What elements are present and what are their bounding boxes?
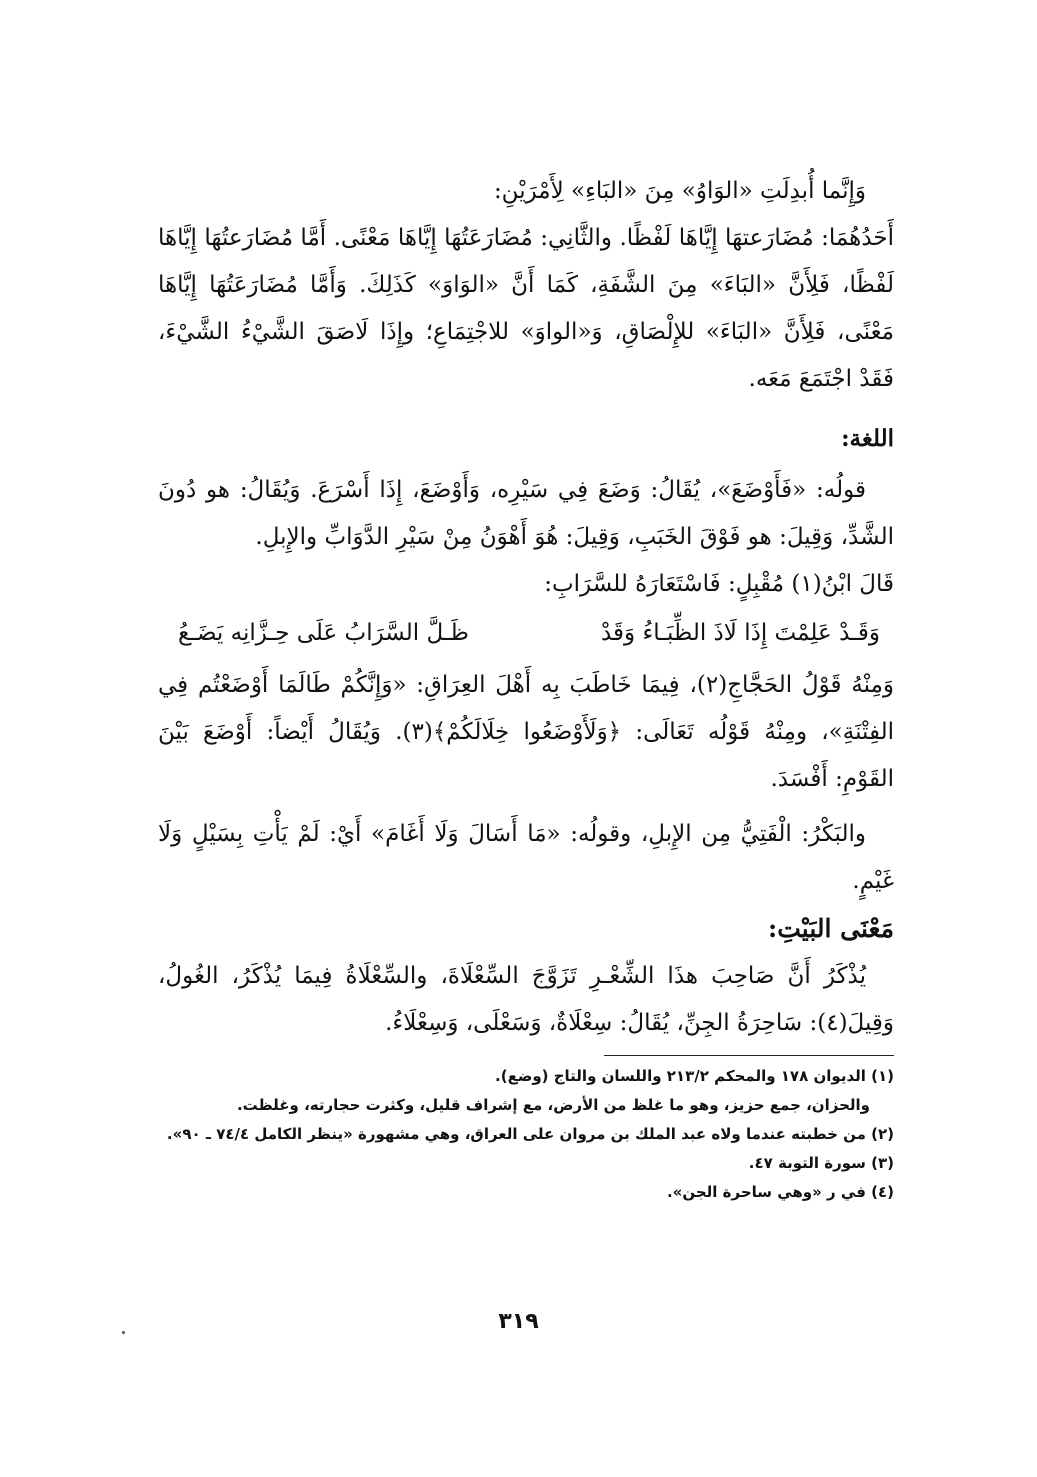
verse-second-hemistich: ظَـلَّ السَّرَابُ عَلَى حِـزَّانِه يَضَـعُ [178,620,469,646]
paragraph-bakr: والبَكْرُ: الْفَتِيُّ مِن الإِبلِ، وقولُه: «مَا أَسَالَ وَلَا أَغَامَ» أَيْ: لَمْ يَأْتِ بِسَيْلٍ وَلَا غَيْمٍ. [158,821,894,894]
verse-first-hemistich: وَقَـدْ عَلِمْتَ إِذَا لَاذَ الظِّبَـاءُ وَقَدْ [600,620,880,646]
footnote-1-continued: والحزان، جمع حزيز، وهو ما غلظ من الأرض، مع إشراف قليل، وكثرت حجارته، وغلظت. [236,1096,870,1114]
footnote-3: (٣) سورة التوبة ٤٧. [748,1154,894,1172]
footnote-1: (١) الديوان ١٧٨ والمحكم ٢١٣/٢ واللسان والتاج (وضع). [495,1067,894,1085]
footnote-divider [604,1055,894,1056]
page-body [158,168,894,1368]
paragraph-silat: يُذْكَرُ أَنَّ صَاحِبَ هذَا الشِّعْـرِ تَزَوَّجَ السِّعْلَاةَ، والسِّعْلَاةُ فِيمَا يُذْكَرُ، الغُولُ، وَقِيلَ(٤): سَاحِرَةُ الجِنِّ، يُقَالُ: سِعْلَاةٌ، وَسَعْلَى، وَسِعْلَاءُ. [158,963,894,1036]
poetry-verse [158,608,894,658]
footnote-2: (٢) من خطبته عندما ولاه عبد الملك بن مروان على العراق، وهي مشهورة «ينظر الكامل ٧٤/٤ ـ ٩٠». [166,1125,894,1143]
paragraph-hajjaj: وَمِنْهُ قَوْلُ الحَجَّاجِ(٢)، فِيمَا خَاطَبَ بِه أَهْلَ العِرَاقِ: «وَإِنَّكُمْ طَالَمَا أَوْضَعْتُم فِي الفِتْنَةِ»، ومِنْهُ قَوْلُه تَعَالَى: ﴿وَلَأَوْضَعُوا خِلَالَكُمْ﴾(٣). وَيُقَالُ أَيْضاً: أَوْضَعَ بَيْنَ القَوْمِ: أَفْسَدَ. [158,672,895,792]
paragraph-ibn-muqbil: قَالَ ابْنُ(١) مُقْبِلٍ: فَاسْتَعَارَهُ للسَّرَابِ: [544,571,894,597]
paragraph-two-reasons: أَحَدُهُمَا: مُضَارَعتهَا إِيَّاهَا لَفْظًا. والثَّانِي: مُضَارَعَتُهَا إِيَّاهَا مَعْنًى. أَمَّا مُضَارَعتُهَا إِيَّاهَا لَفْظًا، فَلِأَنَّ «البَاءَ» مِنَ الشَّفَةِ، كَمَا أَنَّ «الوَاوَ» كَذَلِكَ. وَأَمَّا مُضَارَعَتُهَا إِيَّاهَا مَعْنًى، فَلِأَنَّ «البَاءَ» للإِلْصَاقِ، وَ«الواوَ» للاجْتِمَاعِ؛ وإِذَا لَاصَقَ الشَّيْءُ الشَّيْءَ، فَقَدْ اجْتَمَعَ مَعَه. [158,225,894,392]
footnote-4: (٤) في ر «وهي ساحرة الجن». [666,1183,894,1201]
footnotes [158,1062,894,1207]
paragraph-awda: قولُه: «فَأَوْضَعَ»، يُقَالُ: وَضَعَ فِي سَيْرِه، وَأَوْضَعَ، إِذَا أَسْرَعَ. وَيُقَالُ: هو دُونَ الشَّدِّ، وَقِيلَ: هو فَوْقَ الخَبَبِ، وَقِيلَ: هُوَ أَهْوَنُ مِنْ سَيْرِ الدَّوَابِّ والإِبلِ. [158,477,894,550]
heading-maana-albayt: مَعْنَى البَيْتِ: [768,914,894,943]
scan-speck [122,1331,125,1334]
paragraph-intro: وَإِنَّما أُبدِلَتِ «الوَاوُ» مِنَ «البَاءِ» لِأَمْرَيْنِ: [493,178,866,204]
heading-lugha: اللغة: [841,425,894,452]
page-number: ٣١٩ [498,1309,539,1334]
